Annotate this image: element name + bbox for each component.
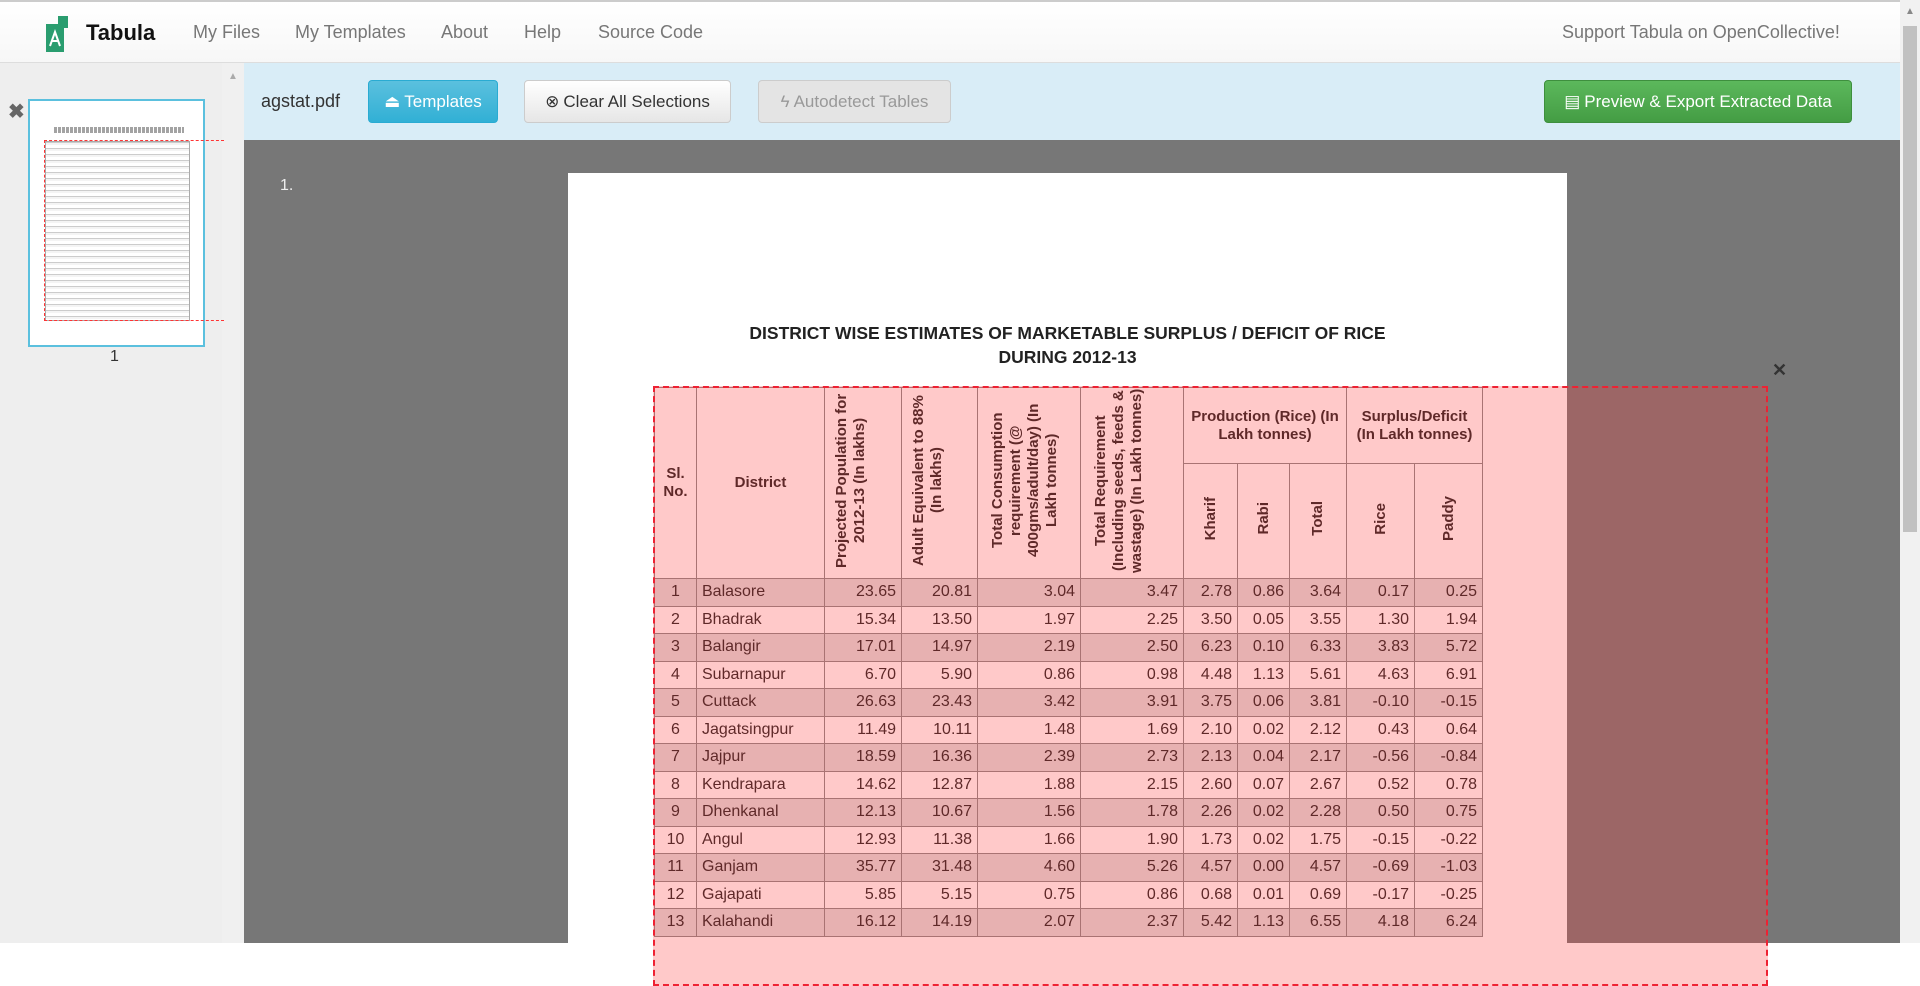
header-rabi: Rabi — [1238, 464, 1290, 579]
table-cell: 0.86 — [1081, 881, 1184, 909]
table-cell: Gajapati — [697, 881, 825, 909]
header-total: Total — [1290, 464, 1347, 579]
nav-my-files[interactable]: My Files — [193, 22, 260, 42]
table-cell: 13.50 — [902, 606, 978, 634]
templates-button[interactable] — [368, 80, 498, 123]
table-cell: 31.48 — [902, 854, 978, 882]
table-selection-area[interactable] — [653, 386, 1768, 986]
table-cell: 2.19 — [978, 634, 1081, 662]
remove-selection-close-icon[interactable]: ✕ — [1772, 360, 1788, 380]
table-cell: 11 — [655, 854, 697, 882]
table-cell: 1.13 — [1238, 909, 1290, 937]
table-cell: 5.90 — [902, 661, 978, 689]
table-cell: 0.75 — [978, 881, 1081, 909]
table-cell: 3.47 — [1081, 579, 1184, 607]
table-cell: 2.39 — [978, 744, 1081, 772]
table-cell: Kendrapara — [697, 771, 825, 799]
table-cell: -0.10 — [1347, 689, 1415, 717]
table-cell: 12 — [655, 881, 697, 909]
header-kharif: Kharif — [1184, 464, 1238, 579]
table-cell: 2 — [655, 606, 697, 634]
table-cell: Ganjam — [697, 854, 825, 882]
table-cell: 16.12 — [825, 909, 902, 937]
clear-label: Clear All Selections — [563, 91, 710, 111]
title-line-1: DISTRICT WISE ESTIMATES OF MARKETABLE SURPLUS / DEFICIT OF RICE — [749, 323, 1386, 343]
table-cell: 4.60 — [978, 854, 1081, 882]
nav-support-link[interactable]: Support Tabula on OpenCollective! — [1562, 22, 1840, 42]
table-cell: 0.05 — [1238, 606, 1290, 634]
table-cell: 7 — [655, 744, 697, 772]
table-cell: 1 — [655, 579, 697, 607]
table-cell: 1.78 — [1081, 799, 1184, 827]
table-cell: 1.56 — [978, 799, 1081, 827]
table-cell: 4 — [655, 661, 697, 689]
thumbnail-page-number: 1 — [110, 348, 119, 365]
table-cell: -0.17 — [1347, 881, 1415, 909]
title-line-2: DURING 2012-13 — [998, 347, 1137, 367]
table-cell: 6.33 — [1290, 634, 1347, 662]
table-cell: 4.57 — [1184, 854, 1238, 882]
header-district: District — [697, 388, 825, 579]
table-cell: 2.10 — [1184, 716, 1238, 744]
autodetect-tables-button[interactable] — [758, 80, 951, 123]
table-cell: 2.12 — [1290, 716, 1347, 744]
table-cell: 0.00 — [1238, 854, 1290, 882]
table-cell: 14.62 — [825, 771, 902, 799]
table-cell: Angul — [697, 826, 825, 854]
list-icon: ▤ — [1564, 91, 1581, 111]
table-cell: 20.81 — [902, 579, 978, 607]
table-cell: 5.42 — [1184, 909, 1238, 937]
table-cell: 3.64 — [1290, 579, 1347, 607]
table-cell: 14.19 — [902, 909, 978, 937]
table-cell: 5 — [655, 689, 697, 717]
table-cell: 1.90 — [1081, 826, 1184, 854]
table-cell: 0.69 — [1290, 881, 1347, 909]
table-cell: 8 — [655, 771, 697, 799]
page-number-label: 1. — [280, 177, 294, 194]
close-icon[interactable]: ✖ — [8, 101, 25, 123]
table-cell: 3.91 — [1081, 689, 1184, 717]
table-cell: 0.04 — [1238, 744, 1290, 772]
table-cell: -0.15 — [1415, 689, 1483, 717]
table-cell: 0.17 — [1347, 579, 1415, 607]
table-cell: 1.30 — [1347, 606, 1415, 634]
page-thumbnail[interactable] — [28, 99, 205, 347]
table-cell: 0.52 — [1347, 771, 1415, 799]
templates-label: Templates — [404, 91, 482, 111]
table-cell: 1.69 — [1081, 716, 1184, 744]
table-cell: 0.86 — [1238, 579, 1290, 607]
circle-x-icon: ⊗ — [545, 91, 560, 111]
table-cell: 2.26 — [1184, 799, 1238, 827]
table-cell: 4.48 — [1184, 661, 1238, 689]
table-cell: Cuttack — [697, 689, 825, 717]
thumbnail-title — [54, 127, 184, 133]
table-cell: 16.36 — [902, 744, 978, 772]
nav-my-templates[interactable]: My Templates — [295, 22, 406, 42]
table-cell: 2.07 — [978, 909, 1081, 937]
table-cell: 6 — [655, 716, 697, 744]
top-navbar — [0, 0, 1900, 63]
table-cell: 18.59 — [825, 744, 902, 772]
table-cell: 2.50 — [1081, 634, 1184, 662]
toolbar — [244, 63, 1900, 140]
table-cell: 0.64 — [1415, 716, 1483, 744]
table-cell: 4.63 — [1347, 661, 1415, 689]
templates-icon: ⏏ — [384, 91, 401, 111]
table-cell: 0.86 — [978, 661, 1081, 689]
table-cell: 10 — [655, 826, 697, 854]
table-cell: 0.06 — [1238, 689, 1290, 717]
pdf-title — [568, 321, 1567, 369]
table-cell: 1.13 — [1238, 661, 1290, 689]
table-cell: Dhenkanal — [697, 799, 825, 827]
table-cell: 2.78 — [1184, 579, 1238, 607]
page-scrollbar[interactable] — [1900, 0, 1920, 943]
table-cell: 0.68 — [1184, 881, 1238, 909]
table-cell: 3.55 — [1290, 606, 1347, 634]
table-cell: 1.48 — [978, 716, 1081, 744]
table-cell: 3.50 — [1184, 606, 1238, 634]
table-cell: 12.87 — [902, 771, 978, 799]
header-population: Projected Population for 2012-13 (In lakhs) — [825, 388, 902, 579]
nav-help[interactable]: Help — [524, 22, 562, 42]
table-cell: -0.84 — [1415, 744, 1483, 772]
table-cell: 1.73 — [1184, 826, 1238, 854]
table-cell: 2.67 — [1290, 771, 1347, 799]
scroll-up-icon[interactable]: ▲ — [228, 71, 238, 82]
table-cell: 23.65 — [825, 579, 902, 607]
sidebar-scrollbar[interactable] — [222, 63, 244, 943]
table-cell: 3 — [655, 634, 697, 662]
header-adult: Adult Equivalent to 88% (In lakhs) — [902, 388, 978, 579]
table-cell: 11.38 — [902, 826, 978, 854]
table-cell: 11.49 — [825, 716, 902, 744]
nav-source-code[interactable]: Source Code — [598, 22, 704, 42]
table-cell: 3.42 — [978, 689, 1081, 717]
header-surplus: Surplus/Deficit (In Lakh tonnes) — [1347, 388, 1483, 464]
table-cell: 4.18 — [1347, 909, 1415, 937]
scroll-up-icon[interactable]: ▲ — [1905, 6, 1915, 17]
table-cell: Balangir — [697, 634, 825, 662]
table-cell: 1.94 — [1415, 606, 1483, 634]
table-cell: 6.24 — [1415, 909, 1483, 937]
table-cell: 0.02 — [1238, 799, 1290, 827]
header-sl: Sl. No. — [655, 388, 697, 579]
table-cell: 0.07 — [1238, 771, 1290, 799]
table-cell: 5.72 — [1415, 634, 1483, 662]
table-cell: 26.63 — [825, 689, 902, 717]
table-cell: 13 — [655, 909, 697, 937]
table-cell: 10.67 — [902, 799, 978, 827]
table-cell: 0.02 — [1238, 826, 1290, 854]
preview-export-button[interactable] — [1544, 80, 1852, 123]
table-cell: 5.15 — [902, 881, 978, 909]
table-cell: 2.28 — [1290, 799, 1347, 827]
tabula-logo-icon[interactable] — [46, 16, 68, 52]
table-cell: 5.85 — [825, 881, 902, 909]
table-cell: 9 — [655, 799, 697, 827]
table-cell: 0.75 — [1415, 799, 1483, 827]
thumbnail-sidebar — [0, 63, 244, 943]
preview-label: Preview & Export Extracted Data — [1584, 91, 1832, 111]
header-consumption: Total Consumption requirement (@ 400gms/adult/day) (In Lakh tonnes) — [978, 388, 1081, 579]
table-cell: 6.55 — [1290, 909, 1347, 937]
table-cell: 0.10 — [1238, 634, 1290, 662]
table-cell: 4.57 — [1290, 854, 1347, 882]
table-cell: 1.88 — [978, 771, 1081, 799]
autodetect-label: Autodetect Tables — [793, 91, 929, 111]
header-rice: Rice — [1347, 464, 1415, 579]
table-cell: 3.04 — [978, 579, 1081, 607]
table-cell: 5.61 — [1290, 661, 1347, 689]
table-cell: 0.25 — [1415, 579, 1483, 607]
table-cell: 10.11 — [902, 716, 978, 744]
table-cell: -0.56 — [1347, 744, 1415, 772]
thumbnail-selection — [44, 140, 224, 321]
table-cell: 2.73 — [1081, 744, 1184, 772]
table-cell: 1.97 — [978, 606, 1081, 634]
bolt-icon: ϟ — [780, 91, 790, 111]
header-production: Production (Rice) (In Lakh tonnes) — [1184, 388, 1347, 464]
nav-about[interactable]: About — [441, 22, 489, 42]
table-cell: Kalahandi — [697, 909, 825, 937]
table-cell: 3.83 — [1347, 634, 1415, 662]
table-cell: 2.60 — [1184, 771, 1238, 799]
table-cell: 6.91 — [1415, 661, 1483, 689]
table-cell: 17.01 — [825, 634, 902, 662]
table-cell: 14.97 — [902, 634, 978, 662]
scrollbar-thumb[interactable] — [1903, 26, 1917, 532]
table-cell: 0.78 — [1415, 771, 1483, 799]
table-cell: 3.75 — [1184, 689, 1238, 717]
table-cell: 6.70 — [825, 661, 902, 689]
table-cell: 2.25 — [1081, 606, 1184, 634]
table-cell: 5.26 — [1081, 854, 1184, 882]
brand-name[interactable]: Tabula — [86, 20, 156, 45]
table-cell: 12.13 — [825, 799, 902, 827]
table-cell: 6.23 — [1184, 634, 1238, 662]
table-cell: 0.01 — [1238, 881, 1290, 909]
table-cell: -0.25 — [1415, 881, 1483, 909]
table-cell: 23.43 — [902, 689, 978, 717]
table-cell: 35.77 — [825, 854, 902, 882]
header-paddy: Paddy — [1415, 464, 1483, 579]
table-cell: -0.69 — [1347, 854, 1415, 882]
table-cell: 2.17 — [1290, 744, 1347, 772]
table-cell: 2.15 — [1081, 771, 1184, 799]
table-cell: Jajpur — [697, 744, 825, 772]
table-cell: Jagatsingpur — [697, 716, 825, 744]
table-cell: Balasore — [697, 579, 825, 607]
table-cell: 0.98 — [1081, 661, 1184, 689]
table-cell: 0.50 — [1347, 799, 1415, 827]
table-cell: 15.34 — [825, 606, 902, 634]
table-cell: 2.13 — [1184, 744, 1238, 772]
table-cell: 2.37 — [1081, 909, 1184, 937]
table-cell: 0.43 — [1347, 716, 1415, 744]
header-requirement: Total Requirement (Including seeds, feeds & wastage) (In Lakh tonnes) — [1081, 388, 1184, 579]
clear-all-selections-button[interactable] — [524, 80, 731, 123]
table-cell: 0.02 — [1238, 716, 1290, 744]
table-cell: -1.03 — [1415, 854, 1483, 882]
table-cell: -0.15 — [1347, 826, 1415, 854]
file-name: agstat.pdf — [261, 91, 341, 111]
table-cell: Subarnapur — [697, 661, 825, 689]
table-cell: Bhadrak — [697, 606, 825, 634]
table-cell: 12.93 — [825, 826, 902, 854]
table-cell: -0.22 — [1415, 826, 1483, 854]
table-cell: 3.81 — [1290, 689, 1347, 717]
table-cell: 1.66 — [978, 826, 1081, 854]
table-cell: 1.75 — [1290, 826, 1347, 854]
